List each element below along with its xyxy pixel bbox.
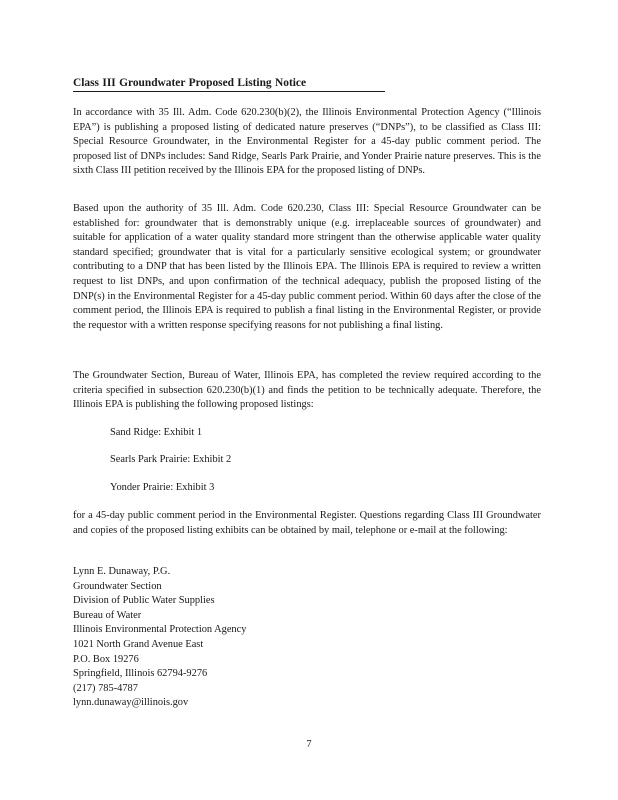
contact-block [73, 565, 373, 711]
contact-division: Division of Public Water Supplies [73, 595, 215, 607]
contact-street: 1021 North Grand Avenue East [73, 638, 204, 650]
paragraph-review: The Groundwater Section, Bureau of Water, Illinois EPA, has completed the review required according to the criteria specified in subsection 620.230(b)(1) and finds the petition to be technically adequate. Therefore, the Illinois EPA is publishing the following proposed listings: [73, 370, 541, 411]
contact-section: Groundwater Section [73, 580, 162, 592]
exhibit-sand-ridge: Sand Ridge: Exhibit 1 [110, 427, 203, 438]
contact-bureau: Bureau of Water [73, 609, 142, 621]
contact-po-box: P.O. Box 19276 [73, 653, 139, 665]
paragraph-authority: Based upon the authority of 35 Ill. Adm. Code 620.230, Class III: Special Resource Groundwater can be established for: groundwater that is demonstrably unique (e.g. irreplaceable sources of groundwater) and suitable for application of a water quality standard more stringent than the otherwise applicable water quality standard specified; groundwater that is vital for a particularly sensitive ecological system; or groundwater contributing to a DNP that has been listed by the Illinois EPA. The Illinois EPA is required to review a written request to list DNPs, and upon confirmation of the technical adequacy, publish the proposed listing of the DNP(s) in the Environmental Register for a 45-day public comment period. Within 60 days after the close of the comment period, the Illinois EPA is required to publish a final listing in the Environmental Register, or provide the requestor with a written response specifying reasons for not publishing a final listing. [73, 203, 541, 331]
contact-phone: (217) 785-4787 [73, 682, 138, 694]
paragraph-intro: In accordance with 35 Ill. Adm. Code 620.230(b)(2), the Illinois Environmental Protection Agency (“Illinois EPA”) is publishing a proposed listing of dedicated nature preserves (“DNPs”), to be classified as Class III: Special Resource Groundwater, in the Environmental Register for a 45-day public comment period. The proposed list of DNPs includes: Sand Ridge, Searls Park Prairie, and Yonder Prairie nature preserves. This is the sixth Class III petition received by the Illinois EPA for the proposed listing of DNPs. [73, 107, 541, 177]
contact-city: Springfield, Illinois 62794-9276 [73, 668, 208, 680]
contact-name: Lynn E. Dunaway, P.G. [73, 566, 171, 577]
exhibit-searls-park-prairie: Searls Park Prairie: Exhibit 2 [110, 454, 232, 465]
notice-title: Class III Groundwater Proposed Listing Notice [73, 76, 385, 92]
exhibit-yonder-prairie: Yonder Prairie: Exhibit 3 [110, 482, 215, 493]
contact-agency: Illinois Environmental Protection Agency [73, 624, 247, 636]
page-number: 7 [306, 739, 312, 750]
contact-email[interactable]: lynn.dunaway@illinois.gov [73, 697, 189, 709]
paragraph-comment-period: for a 45-day public comment period in the Environmental Register. Questions regarding Class III Groundwater and copies of the proposed listing exhibits can be obtained by mail, telephone or e-mail at the following: [73, 510, 541, 536]
